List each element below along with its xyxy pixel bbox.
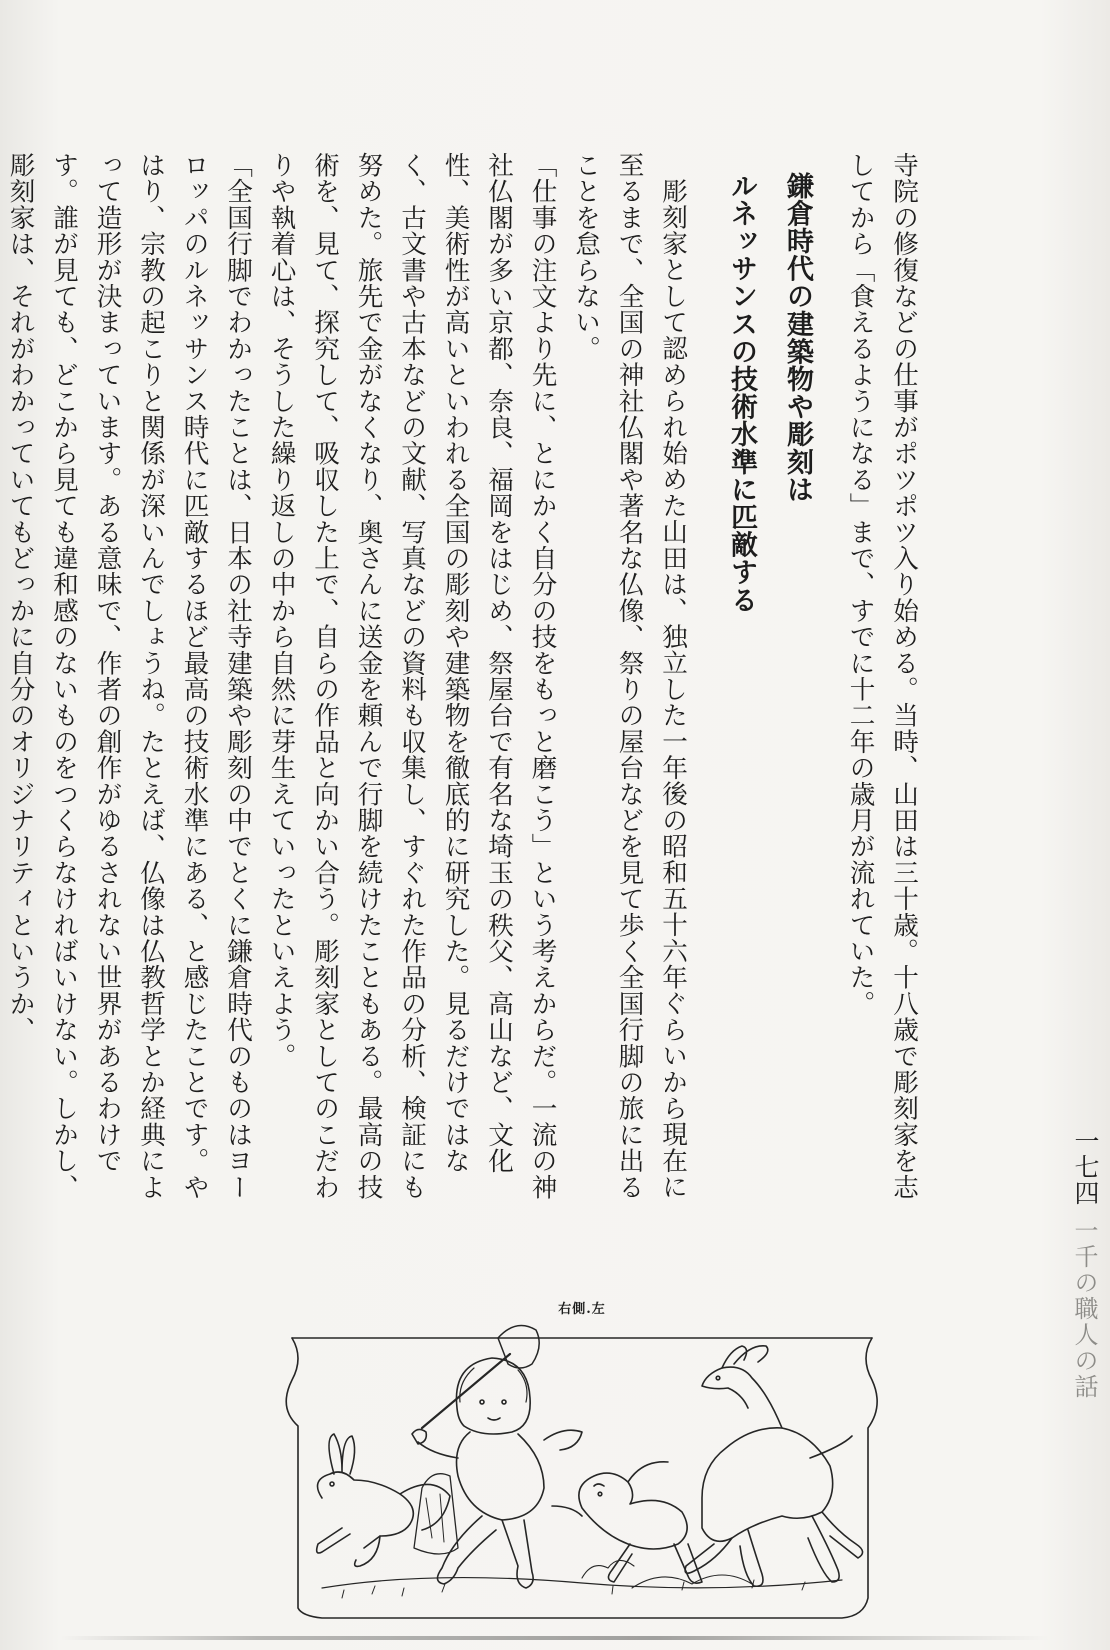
carving-drawing (282, 1298, 882, 1626)
paragraph-4: 「全国行脚でわかったことは、日本の社寺建築や彫刻の中でとくに鎌倉時代のものはヨーロッパのルネッサンス時代に匹敵するほど最高の技術水準にある、と感じたことです。やはり、宗教の起こりと関係が深いんでしょうね。たとえば、仏像は仏教哲学とか経典によって造形が決まっています。ある意味で、作者の創作がゆるされない世界があるわけです。誰が見ても、どこから見ても違和感のないものをつくらなければいけない。しかし、彫刻家は、それがわかっていてもどっかに自分のオリジナリティというか、 (5, 152, 253, 1200)
paragraph-3: 「仕事の注文より先に、とにかく自分の技をもっと磨こう」という考えからだ。一流の神社仏閣が多い京都、奈良、福岡をはじめ、祭屋台で有名な埼玉の秩父、高山など、文化性、美術性が高いといわれる全国の彫刻や建築物を徹底的に研究した。見るだけではなく、古文書や古本などの文献、写真などの資料も収集し、すぐれた作品の分析、検証にも努めた。旅先で金がなくなり、奥さんに送金を頼んで行脚を続けたこともある。最高の技術を、見て、探究して、吸収した上で、自らの作品と向かい合う。彫刻家としてのこだわりや執着心は、そうした繰り返しの中から自然に芽生えていったといえよう。 (266, 152, 558, 1200)
paragraph-2: 彫刻家として認められ始めた山田は、独立した一年後の昭和五十六年ぐらいから現在に至るまで、全国の神社仏閣や著名な仏像、祭りの屋台などを見て歩く全国行脚の旅に出ることを怠らない。 (571, 152, 688, 1200)
figure-caption: 右側.左 (558, 1302, 606, 1317)
section-heading-line-1: 鎌倉時代の建築物や彫刻は (782, 172, 813, 504)
carving-illustration (282, 1298, 882, 1626)
paragraph-1: 寺院の修復などの仕事がポツポツ入り始める。当時、山田は三十歳。十八歳で彫刻家を志してから「食えるようになる」まで、すでに十二年の歳月が流れていた。 (845, 152, 919, 1200)
page-edge-shadow (60, 1636, 1050, 1640)
article-body (0, 152, 925, 1202)
section-heading-line-2: ルネッサンスの技術水準に匹敵する (726, 172, 757, 614)
running-head-bleed: 一千の職人の話 (1070, 1218, 1098, 1400)
page-number: 一七四 (1071, 1128, 1100, 1206)
